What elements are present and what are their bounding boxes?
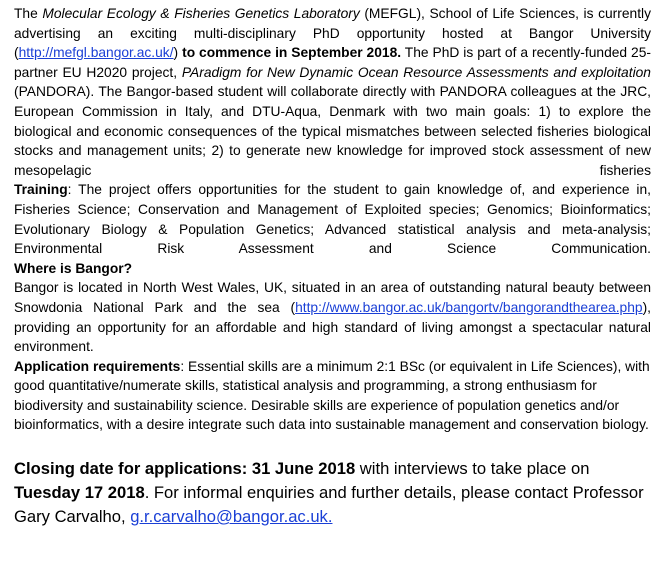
where-text-2: ), providing an opportunity for an affordable and high standard of living amongst a spectacular natural environment.	[14, 299, 651, 355]
start-date: to commence in September 2018.	[182, 45, 402, 61]
lab-name: Molecular Ecology & Fisheries Genetics Laboratory	[42, 6, 360, 21]
training-heading: Training	[14, 182, 68, 198]
training-text: : The project offers opportunities for the student to gain knowledge of, and experience in, Fisheries Science; Conservation and Management of Exploited species; Genomics; Bioinformatics; Evolutionary Biology & Population Genetics; Advanced statistical analysis and meta-analysis; Environmental Risk Assessment and Science Communication.	[14, 182, 651, 257]
lab-website-link[interactable]: http://mefgl.bangor.ac.uk/	[18, 45, 174, 61]
intro-text-5: (PANDORA). The Bangor-based student will collaborate directly with PANDORA colleagues at the JRC, European Commission in Italy, and DTU-Aqua, Denmark with two main goals: 1) to explore the biological and economic consequences of the typical mismatches between selected fisheries biological stocks and management units; 2) to generate new knowledge for improved stock assessment of new mesopelagic fisheries	[14, 84, 651, 178]
contact-email-link[interactable]: g.r.carvalho@bangor.ac.uk.	[130, 507, 333, 527]
requirements-paragraph	[14, 357, 651, 435]
intro-text-1: The	[14, 6, 43, 21]
where-heading: Where is Bangor?	[14, 260, 133, 276]
closing-paragraph	[14, 457, 651, 529]
requirements-heading: Application requirements	[14, 358, 181, 374]
where-paragraph	[14, 278, 651, 356]
project-name: PAradigm for New Dynamic Ocean Resource Assessments and exploitation	[181, 64, 651, 80]
closing-text-1: with interviews to take place on	[355, 459, 590, 479]
intro-text-4: The PhD is part of a recently-funded 25-partner EU H2020 project,	[14, 45, 651, 80]
intro-text-2: (MEFGL), School of Life Sciences, is currently advertising an exciting multi-disciplinary PhD opportunity hosted at Bangor University (	[14, 6, 651, 61]
bangor-area-link[interactable]: http://www.bangor.ac.uk/bangortv/bangorandthearea.php	[295, 299, 643, 315]
interview-date: Tuesday 17 2018	[14, 483, 145, 503]
closing-date: Closing date for applications: 31 June 2018	[14, 459, 356, 479]
intro-text-3: )	[173, 45, 183, 61]
training-paragraph	[14, 180, 651, 258]
closing-text-2: . For informal enquiries and further details, please contact Professor Gary Carvalho,	[14, 483, 644, 527]
requirements-text: : Essential skills are a minimum 2:1 BSc (or equivalent in Life Sciences), with good quantitative/numerate skills, statistical analysis and programming, a strong enthusiasm for biodiversity and sustainability science. Desirable skills are experience of population genetics and/or bioinformatics, with a desire integrate such data into sustainable management and conservation biology.	[14, 358, 650, 433]
where-text-1: Bangor is located in North West Wales, UK, situated in an area of outstanding natural beauty between Snowdonia National Park and the sea (	[14, 280, 651, 315]
where-heading-line	[14, 259, 651, 279]
intro-paragraph	[14, 4, 651, 180]
